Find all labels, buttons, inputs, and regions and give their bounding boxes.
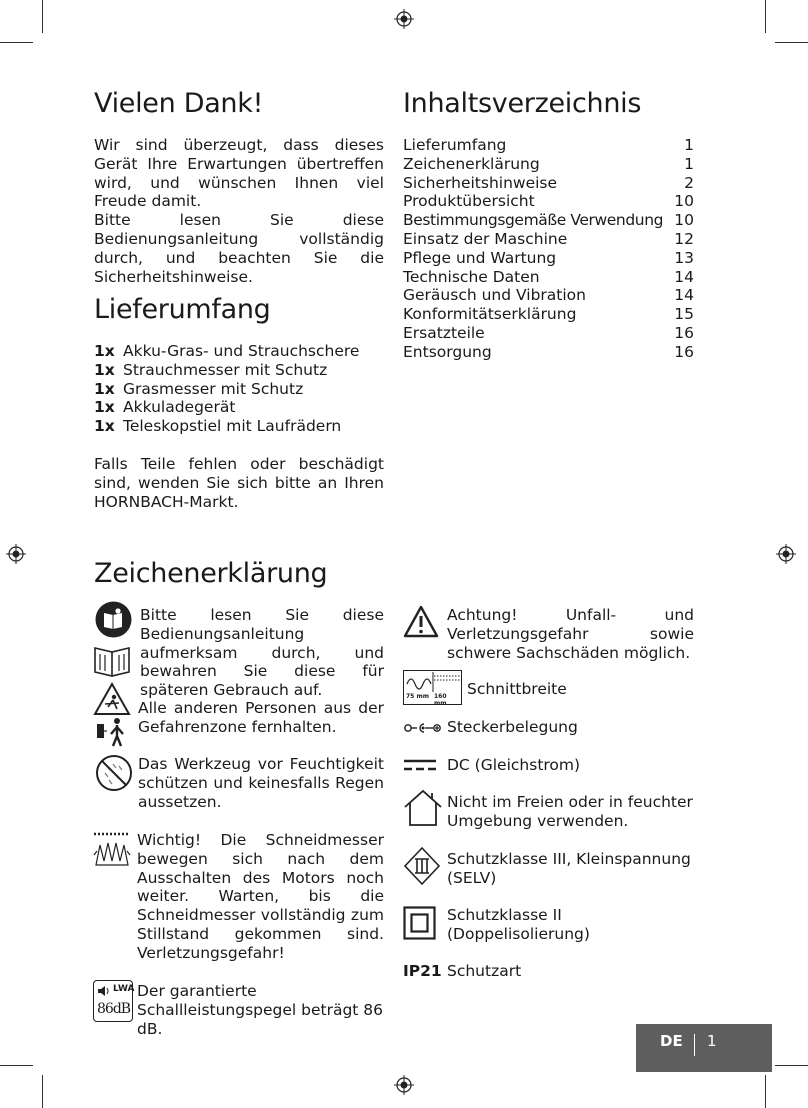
symbol-description: Bitte lesen Sie diese Bedienungsanleitung aufmerksam durch, und bewahren Sie diese für späteren Gebrauch auf.: [140, 606, 384, 700]
symbol-description: DC (Gleichstrom): [447, 756, 581, 774]
scope-heading: Lieferumfang: [94, 294, 271, 325]
open-book-icon: [92, 644, 132, 678]
list-item: [94, 398, 384, 417]
toc-entry-page: 2: [684, 173, 694, 192]
list-item: [94, 380, 384, 399]
symbol-description: Der garantierte Schallleistungspegel beträgt 86 dB.: [137, 982, 384, 1038]
crop-mark: [775, 1065, 808, 1066]
symbol-description: Schutzart: [447, 962, 522, 980]
symbol-description: Nicht im Freien oder in feuchter Umgebung verwenden.: [447, 793, 693, 830]
indoor-use-icon: [403, 789, 443, 827]
toc-entry[interactable]: [403, 249, 694, 268]
toc-entry-label: Geräusch und Vibration: [403, 286, 586, 305]
toc-entry[interactable]: [403, 174, 694, 193]
list-item: [94, 417, 384, 436]
page-number: 1: [707, 1032, 717, 1050]
protection-class-3-icon: [403, 846, 441, 886]
registration-mark-icon: [6, 544, 26, 564]
toc-entry-label: Sicherheitshinweise: [403, 173, 558, 192]
toc-entry-label: Produktübersicht: [403, 192, 535, 211]
toc-entry[interactable]: [403, 155, 694, 174]
item-label: Akkuladegerät: [123, 398, 236, 417]
toc-entry[interactable]: [403, 192, 694, 211]
no-rain-icon: [95, 754, 133, 792]
sound-label: LWA: [113, 984, 135, 994]
thanks-paragraph: Wir sind überzeugt, dass dieses Gerät Ihre Erwartungen übertreffen wird, und wünschen Ihnen viel Freude damit.: [94, 136, 384, 211]
toc-entry[interactable]: [403, 268, 694, 287]
plug-polarity-icon: [403, 721, 443, 735]
symbol-description: Das Werkzeug vor Feuchtigkeit schützen und keinesfalls Regen aussetzen.: [138, 755, 384, 811]
quantity: 1x: [94, 342, 115, 360]
item-label: Teleskopstiel mit Laufrädern: [123, 417, 342, 436]
quantity: 1x: [94, 360, 115, 379]
sound-power-icon: [93, 980, 133, 1022]
warning-icon: [403, 605, 439, 638]
symbol-description: Achtung! Unfall- und Verletzungsgefahr sowie schwere Sachschäden möglich.: [447, 606, 694, 662]
toc-entry[interactable]: [403, 136, 694, 155]
item-label: Grasmesser mit Schutz: [123, 379, 304, 398]
toc-entry[interactable]: [403, 305, 694, 324]
crop-mark: [765, 1075, 766, 1108]
toc-entry-page: 1: [684, 136, 694, 154]
toc-entry-label: Lieferumfang: [403, 136, 507, 154]
toc-entry-page: 16: [674, 342, 694, 361]
toc-entry-label: Bestimmungsgemäße Verwendung: [403, 211, 664, 230]
toc-entry-label: Ersatzteile: [403, 323, 485, 342]
language-page-tab: [636, 1024, 772, 1072]
symbols-heading: Zeichenerklärung: [94, 558, 328, 589]
toc-entry[interactable]: [403, 211, 694, 230]
thanks-text: [94, 136, 384, 286]
thanks-paragraph: Bitte lesen Sie diese Bedienungsanleitung vollständig durch, und beachten Sie die Sicherheitshinweise.: [94, 211, 384, 286]
toc-entry-page: 14: [674, 286, 694, 305]
blade-pattern-icon: [405, 672, 461, 692]
keep-bystanders-away-icon: [93, 682, 131, 748]
symbol-description: Schutzklasse III, Kleinspannung (SELV): [447, 850, 691, 887]
tab-divider: [694, 1034, 695, 1056]
toc-entry-label: Technische Daten: [403, 267, 540, 286]
crop-mark: [0, 42, 33, 43]
speaker-icon: [97, 984, 111, 998]
toc-entry-page: 1: [684, 154, 694, 173]
quantity: 1x: [94, 417, 115, 436]
crop-mark: [765, 0, 766, 33]
quantity: 1x: [94, 379, 115, 398]
toc-entry-label: Einsatz der Maschine: [403, 229, 568, 248]
item-label: Strauchmesser mit Schutz: [123, 360, 328, 379]
toc-entry-page: 16: [674, 323, 694, 342]
direct-current-icon: [403, 758, 437, 772]
toc-entry[interactable]: [403, 230, 694, 249]
symbol-description: Alle anderen Personen aus der Gefahrenzone fernhalten.: [138, 699, 384, 736]
table-of-contents: [403, 136, 694, 362]
toc-entry-page: 13: [674, 248, 694, 267]
read-manual-icon: [95, 601, 132, 638]
crop-mark: [42, 0, 43, 33]
toc-entry-page: 12: [674, 229, 694, 248]
symbol-description: Steckerbelegung: [447, 718, 578, 736]
toc-entry[interactable]: [403, 343, 694, 362]
toc-entry[interactable]: [403, 324, 694, 343]
toc-entry-page: 10: [674, 192, 694, 211]
protection-class-2-icon: [403, 906, 436, 940]
toc-entry-label: Pflege und Wartung: [403, 248, 557, 267]
cutting-width-hedge: 160 mm: [434, 693, 447, 707]
item-label: Akku-Gras- und Strauchschere: [123, 342, 360, 360]
toc-heading: Inhaltsverzeichnis: [403, 88, 642, 119]
symbol-description: Wichtig! Die Schneidmesser bewegen sich nach dem Ausschalten des Motors noch weiter. Warten, bis die Schneidmesser vollständig zum Stillstand gekommen sind. Verletzungsgefahr!: [137, 831, 384, 962]
scope-note: Falls Teile fehlen oder beschädigt sind, wenden Sie sich bitte an Ihren HORNBACH-Markt.: [94, 455, 384, 511]
registration-mark-icon: [776, 544, 796, 564]
cutting-width-grass: 75 mm: [406, 693, 429, 700]
ip-rating-code: IP21: [403, 962, 442, 980]
crop-mark: [0, 1065, 33, 1066]
toc-entry-label: Zeichenerklärung: [403, 154, 540, 173]
blade-runout-icon: [92, 831, 132, 867]
language-code: DE: [660, 1032, 683, 1050]
toc-entry[interactable]: [403, 286, 694, 305]
registration-mark-icon: [394, 1075, 414, 1095]
thanks-heading: Vielen Dank!: [94, 88, 264, 119]
list-item: [94, 361, 384, 380]
toc-entry-page: 10: [674, 211, 694, 230]
cutting-width-icon: [403, 670, 462, 705]
symbol-description: Schutzklasse II (Doppelisolierung): [447, 906, 590, 943]
crop-mark: [42, 1075, 43, 1108]
toc-entry-label: Entsorgung: [403, 342, 492, 361]
list-item: [94, 342, 384, 361]
quantity: 1x: [94, 398, 115, 417]
symbol-description: Schnittbreite: [467, 680, 567, 698]
toc-entry-page: 14: [674, 267, 694, 286]
toc-entry-page: 15: [674, 305, 694, 324]
crop-mark: [775, 42, 808, 43]
scope-list: [94, 342, 384, 436]
toc-entry-label: Konformitätserklärung: [403, 305, 577, 324]
sound-value: 86dB: [97, 1001, 131, 1017]
registration-mark-icon: [394, 9, 414, 29]
